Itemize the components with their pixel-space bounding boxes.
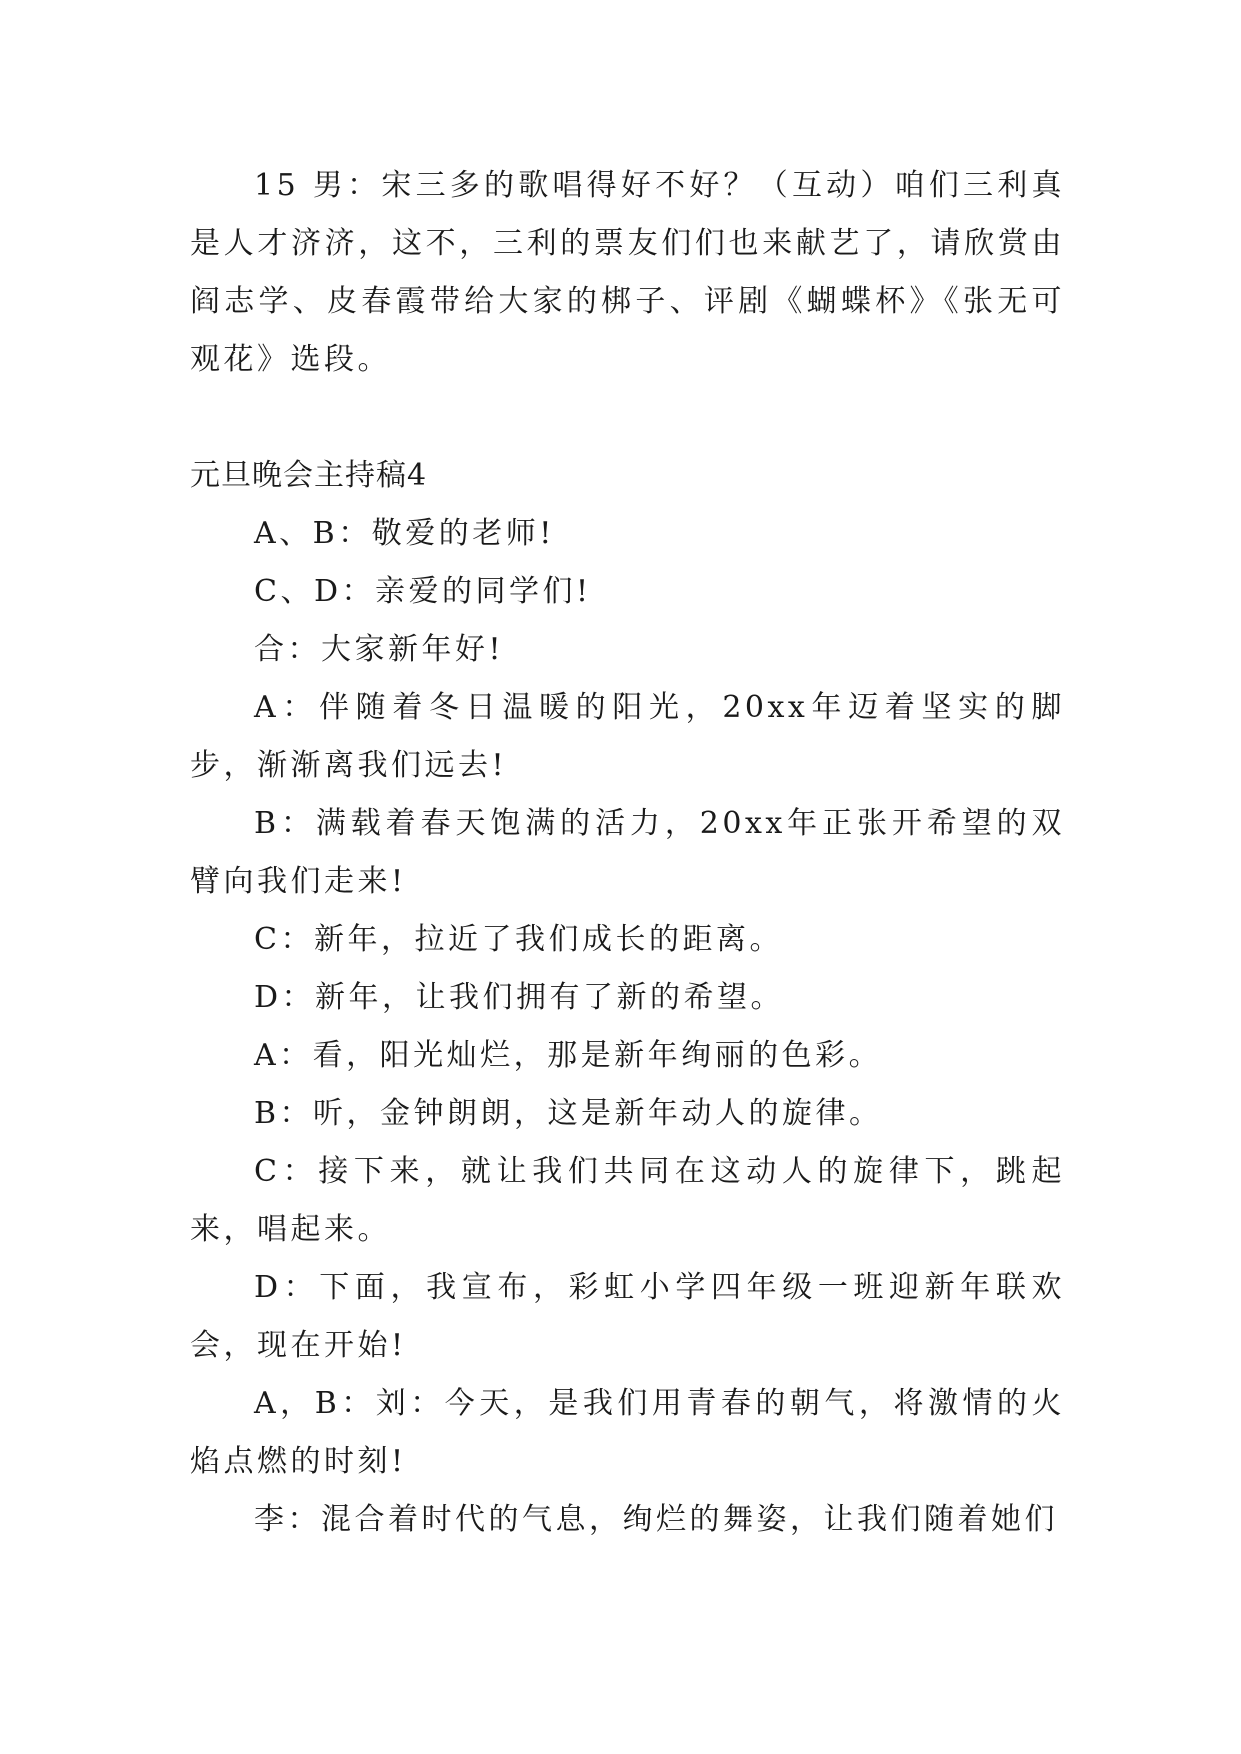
paragraph: C：接下来，就让我们共同在这动人的旋律下，跳起来，唱起来。 (190, 1154, 1065, 1247)
section-heading: 元旦晚会主持稿4 (190, 458, 428, 493)
paragraph: A：伴随着冬日温暖的阳光，20xx年迈着坚实的脚步，渐渐离我们远去! (190, 690, 1065, 783)
paragraph: C、D：亲爱的同学们! (254, 574, 592, 609)
paragraph: C：新年，拉近了我们成长的距离。 (254, 922, 783, 957)
top-section (190, 157, 1065, 389)
paragraph: B：听，金钟朗朗，这是新年动人的旋律。 (254, 1096, 883, 1131)
paragraph: 合：大家新年好! (254, 632, 505, 667)
paragraph: A，B：刘：今天，是我们用青春的朝气，将激情的火焰点燃的时刻! (190, 1386, 1065, 1479)
paragraph: 李：混合着时代的气息，绚烂的舞姿，让我们随着她们 (254, 1502, 1058, 1537)
paragraph: A：看，阳光灿烂，那是新年绚丽的色彩。 (254, 1038, 883, 1073)
paragraph-intro: 15 男：宋三多的歌唱得好不好？（互动）咱们三利真是人才济济，这不，三利的票友们们也来献艺了，请欣赏由阎志学、皮春霞带给大家的梆子、评剧《蝴蝶杯》《张无可观花》选段。 (190, 168, 1065, 377)
paragraph: D：新年，让我们拥有了新的希望。 (254, 980, 785, 1015)
main-section (190, 447, 1065, 1549)
paragraph: D：下面，我宣布，彩虹小学四年级一班迎新年联欢会，现在开始! (190, 1270, 1065, 1363)
paragraph: A、B：敬爱的老师! (254, 516, 555, 551)
paragraph: B：满载着春天饱满的活力，20xx年正张开希望的双臂向我们走来! (190, 806, 1065, 899)
